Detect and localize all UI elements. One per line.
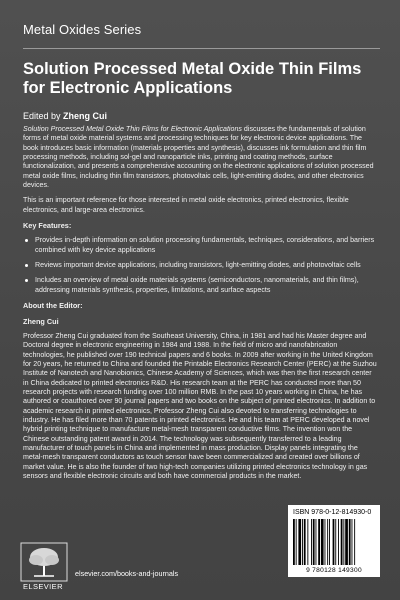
- barcode-icon: [293, 519, 375, 565]
- key-features-list: [23, 236, 379, 295]
- publisher-url: elsevier.com/books-and-journals: [75, 569, 179, 578]
- intro-paragraph: [23, 125, 379, 190]
- edited-by: [23, 111, 107, 121]
- series-name: Metal Oxides Series: [23, 22, 142, 37]
- isbn-barcode-box: [288, 505, 380, 577]
- publisher-name: ELSEVIER: [23, 582, 63, 591]
- book-title-line-1: Solution Processed Metal Oxide Thin Films: [23, 60, 362, 78]
- feature-item: Provides in-depth information on solution processing fundamentals, techniques, considerations, and barriers combined with key device applications: [23, 236, 379, 255]
- intro-text: discusses the fundamentals of solution forms of metal oxide material systems and processing techniques for key electronic device applications. The book introduces basic information (materials properties and synthesis), discusses ink formulation and thin film processing methods, including sol-gel and nanoparticle inks, printing and coating methods, surface functionalization, and presents a comprehensive accounting on the electronic applications of solution processed metal oxide films, including thin film transistors, photovoltaic cells, light-emitting diodes, and other electronics devices.: [23, 125, 374, 190]
- editor-bio: Professor Zheng Cui graduated from the Southeast University, China, in 1981 and had his Master degree and Doctoral degree in electronic engineering in 1984 and 1988. In the field of micro and nanofabrication technologies, he published over 190 technical papers and 6 books. In 2009 after working in the United Kingdom for 20 years, he returned to China and founded the Printable Electronics Research Center (PERC) at the Suzhou Institute of Nanotech and Nanobionics, Chinese Academy of Sciences, which was then the first research center in China dedicated to printed electronics R&D. His research team at the PERC has conducted more than 50 research projects with research funding over 100 million RMB. In the past 10 years working in China, he has authored or coauthored over 90 journal papers and two books on the subject of printed electronics. In addition to academic research in printed electronics, Professor Zheng Cui also devoted to transferring technologies to industry. He has filed more than 70 patents in printed electronics. He and his team at PERC developed a novel hybrid printing technique to manufacture metal-mesh transparent conductive films. The invention won the Chinese outstanding patent award in 2014. The technology was subsequently transferred to a leading manufacturer of touch panels in China and implemented in mass production. Display panels integrating the metal-mesh transparent conductors as touch sensor have been commercialized and created over billions of market value. He is also the founder of two high-tech companies utilizing printed electronics technology in gas sensors and flexible electronic circuits and both have commercial products in the market.: [23, 331, 377, 480]
- divider-rule: [23, 48, 380, 49]
- isbn-text: ISBN 978-0-12-814930-0: [293, 509, 372, 516]
- about-editor-name: Zheng Cui: [23, 316, 59, 326]
- about-editor-heading: About the Editor:: [23, 301, 83, 311]
- elsevier-tree-logo-icon: [20, 542, 68, 582]
- feature-item: Includes an overview of metal oxide materials systems (semiconductors, nanomaterials, and thin films), addressing materials synthesis, properties, limitations, and surface aspects: [23, 276, 379, 295]
- edited-by-prefix: Edited by: [23, 111, 64, 121]
- book-title-line-2: for Electronic Applications: [23, 79, 233, 97]
- key-features-heading: Key Features:: [23, 221, 72, 231]
- feature-item: Reviews important device applications, including transistors, light-emitting diodes, and photovoltaic cells: [23, 261, 379, 270]
- audience-paragraph: This is an important reference for those interested in metal oxide electronics, printed electronics, flexible electronics, and large-area electronics.: [23, 196, 349, 214]
- intro-title: Solution Processed Metal Oxide Thin Films for Electronic Applications: [23, 125, 242, 133]
- blurb: [23, 125, 379, 487]
- book-title: [23, 60, 383, 98]
- barcode-number: 9 780128 149300: [306, 567, 362, 574]
- editor-name: Zheng Cui: [63, 111, 108, 121]
